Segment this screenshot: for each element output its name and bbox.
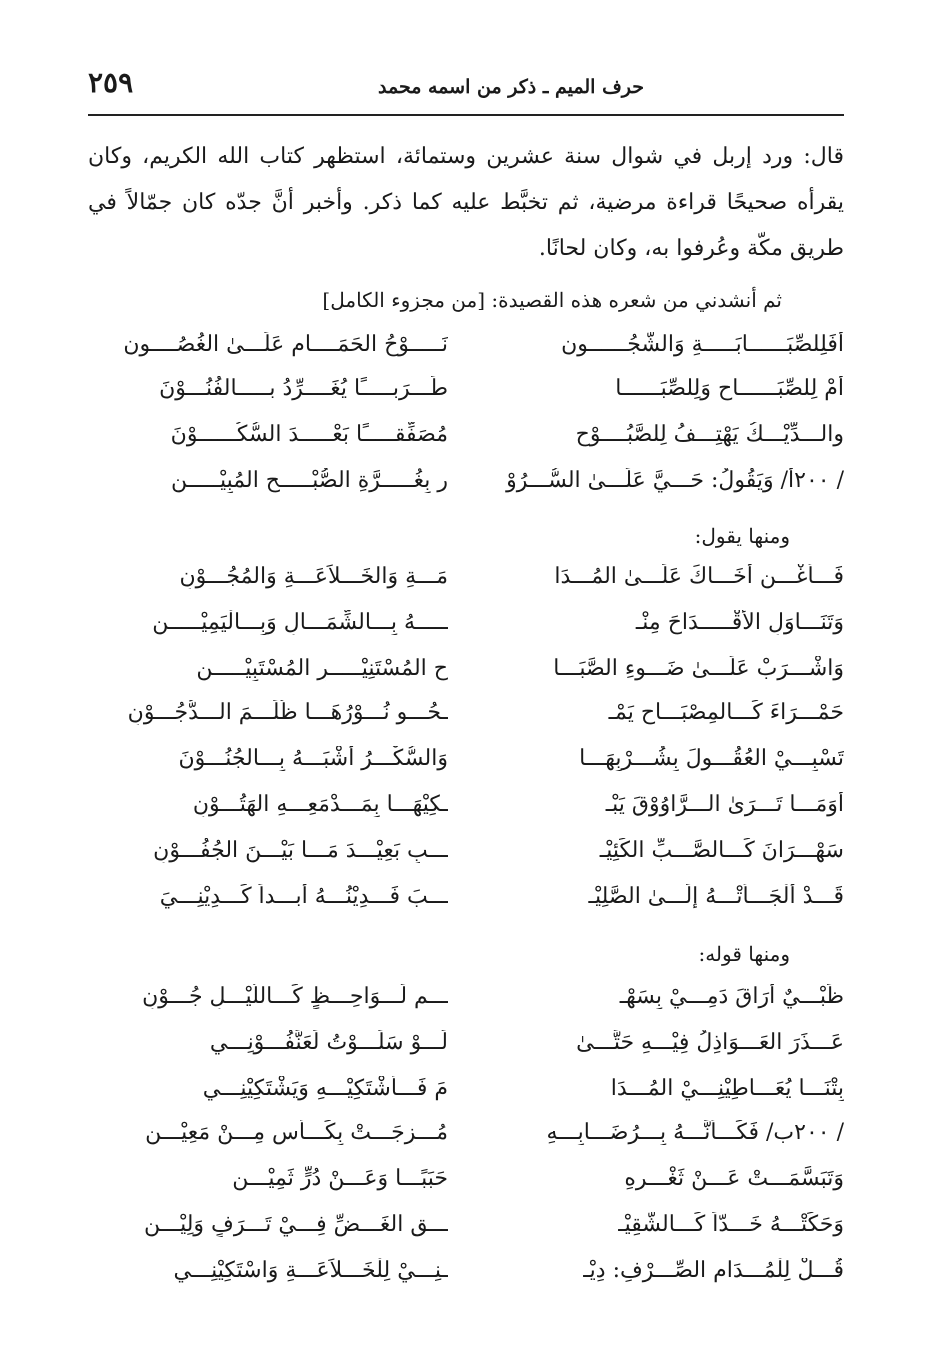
prose-paragraph: قال: ورد إربل في شوال سنة عشرين وستمائة، استظهر كتاب الله الكريم، وكان يقرأه صحيحًا قراءة مرضية، ثم تخبَّط عليه كما ذكر. وأخبر أنَّ جدّه كان جمّالاً في طريق مكّة وعُرفوا به، وكان لحانًا. xyxy=(88,144,844,261)
verse-row xyxy=(88,610,844,650)
poem-intro: ومنها يقول: xyxy=(694,524,790,548)
verse-second-hemistich: لَـــوْ سَلَـــوْتُ لَعَنَّفُـــوْنِـــي xyxy=(209,1030,448,1055)
running-header xyxy=(88,62,844,108)
verse-first-hemistich: قُـــلْ لِلْمُـــدَامِ الصِّـــرْفِ: دِيْـ xyxy=(583,1258,844,1283)
verse-second-hemistich: مُصَفِّقـــــًا بَعْـــــدَ السُّكُــــــوْنَ xyxy=(170,422,448,447)
verse-second-hemistich: مَ فَـــأَشْتَكِيْـــهِ وَيَشْتَكِيْنِـــي xyxy=(202,1076,448,1101)
verse-row xyxy=(88,884,844,924)
verse-first-hemistich: وَاشْـــرَبْ عَلَـــىٰ ضَـــوءِ الصَّبَـــا xyxy=(553,656,844,681)
verse-row xyxy=(88,656,844,696)
verse-row xyxy=(88,376,844,416)
verse-first-hemistich: فَـــأَغْـــنِ أَخَـــاكَ عَلَـــىٰ المُـــدَا xyxy=(554,564,844,589)
verse-second-hemistich: ـــبَ فَـــدِيْنُـــهُ أَبـــداً كَـــدِيْنِـــيَ xyxy=(159,884,448,909)
verse-row xyxy=(88,422,844,462)
verse-row xyxy=(88,1120,844,1160)
verse-second-hemistich: وَالسُّكْـــرُ أَشْبَـــهُ بِـــالجُنُـــوْنَ xyxy=(178,746,448,771)
verse-first-hemistich: سَهْـــرَانَ كَـــالصَّـــبِّ الكَئِيْـ xyxy=(599,838,844,863)
verse-second-hemistich: ـــمِ لَـــوَاحِـــظٍ كَـــاللَّيْـــلِ جُـــوْنِ xyxy=(142,984,448,1009)
verse-row xyxy=(88,1166,844,1206)
verse-second-hemistich: مُـــزِجَـــتْ بِكَـــأْسٍ مِـــنْ مَعِيْـــنِ xyxy=(145,1120,448,1145)
verse-second-hemistich: ـــــهُ بِـــالشِّمَـــالِ وَبِـــالْيَمِيْـــــنِ xyxy=(152,610,448,635)
poem-intro: ومنها قوله: xyxy=(698,942,790,966)
verse-first-hemistich: / ٢٠٠ب/ فَكَـــأَنَّـــهُ بِـــرُضَـــابِـــهِ xyxy=(546,1120,844,1145)
verse-first-hemistich: أَوَمَـــا تَـــرَىٰ الـــرَّاوُوْقَ يَبْـ xyxy=(605,792,844,817)
verse-first-hemistich: وَتَنَـــاوَلِ الأَقْـــــدَاحَ مِنْـ xyxy=(635,610,844,635)
verse-first-hemistich: / ٢٠٠أ/ وَيَقُولُ: حَـــيَّ عَلَـــىٰ السُّـــرُوْ xyxy=(506,468,844,493)
verse-row xyxy=(88,792,844,832)
verse-second-hemistich: حِ المُسْتَنِيْـــــرِ المُسْتَبِيْـــــنِ xyxy=(196,656,448,681)
verse-second-hemistich: نَـــــوْحُ الحَمَــــامِ عَلَـــىٰ الغُصُــــون xyxy=(123,332,448,357)
verse-first-hemistich: أفَلِلصِّبَــــــابَـــــةِ وَالشُّجُــــــون xyxy=(561,332,844,357)
verse-first-hemistich: وَحَكَتْـــهُ خَـــدّاً كَـــالشَّقِيْـ xyxy=(618,1212,844,1237)
verse-second-hemistich: ـكِيْهَـــا بِمَـــدْمَعِـــهِ الهَتُـــوْنِ xyxy=(192,792,448,817)
verse-row xyxy=(88,1030,844,1070)
verse-row xyxy=(88,1212,844,1252)
verse-row xyxy=(88,838,844,878)
verse-row xyxy=(88,1258,844,1298)
verse-row xyxy=(88,564,844,604)
verse-first-hemistich: قَـــدْ أَلْجَـــأَتْـــهُ إِلَـــىٰ الصَّلِيْـ xyxy=(588,884,844,909)
verse-first-hemistich: أمْ لِلصِّبَــــــاحِ وَلِلصِّبَــــــا xyxy=(615,376,844,401)
header-rule xyxy=(88,114,844,116)
verse-first-hemistich: عَـــذَرَ العَـــوَاذِلُ فِيْـــهِ حَتَّـــىٰ xyxy=(576,1030,844,1055)
verse-second-hemistich: مَـــةِ وَالخَـــلاَعَـــةِ وَالمُجُـــوْنِ xyxy=(179,564,448,589)
running-title: حرف الميم ـ ذكر من اسمه محمد xyxy=(377,76,644,98)
verse-row xyxy=(88,332,844,372)
verse-row xyxy=(88,746,844,786)
verse-row xyxy=(88,468,844,508)
verse-second-hemistich: ـحُـــو نُـــوْرُهَـــا ظُلَـــمَ الـــدُّجُـــوْنِ xyxy=(127,700,448,725)
verse-row xyxy=(88,700,844,740)
verse-second-hemistich: ـنِـــيْ لِلْخَـــلاَعَـــةِ وَاسْتَكِيْنِـــي xyxy=(173,1258,448,1283)
verse-first-hemistich: بِتْنَـــا يُعَـــاطِيْنِـــيْ المُـــدَا xyxy=(610,1076,844,1101)
page-number: ٢٥٩ xyxy=(88,66,134,99)
verse-second-hemistich: طَـــرَبـــــًا يُغَــــرِّدُ بـــــالفُنُـــوْنَ xyxy=(159,376,448,401)
verse-row xyxy=(88,984,844,1024)
verse-first-hemistich: حَمْـــرَاءَ كَـــالمِصْبَـــاحِ يَمْـ xyxy=(608,700,844,725)
verse-first-hemistich: وَتَبَسَّمَـــتْ عَـــنْ ثَغْـــرِهِ xyxy=(624,1166,844,1191)
verse-first-hemistich: ظَبْـــيٌ أَرَاقَ دَمِـــيْ بِسَهْـ xyxy=(619,984,844,1009)
verse-second-hemistich: حَبَبًـــا وَعَـــنْ دُرٍّ ثَمِيْـــنِ xyxy=(232,1166,448,1191)
verse-second-hemistich: رِ بِغُـــــرَّةِ الصُّبْـــــحِ المُبِيْـــــنِ xyxy=(171,468,448,493)
verse-second-hemistich: ـــبِ بَعِيْـــدَ مَـــا بَيْـــنَ الجُفُـــوْنِ xyxy=(153,838,448,863)
verse-first-hemistich: والـــدِّيْـــكُ يَهْتِـــفُ لِلصَّبُــــوْحِ xyxy=(575,422,844,447)
poem-intro: ثم أنشدني من شعره هذه القصيدة: [من مجزوء الكامل] xyxy=(322,288,782,312)
verse-first-hemistich: تَسْبِـــيْ العُقُـــولَ بِشُـــرْبِهَـــا xyxy=(579,746,844,771)
verse-row xyxy=(88,1076,844,1116)
verse-second-hemistich: ـــقِ الغَـــضِّ فِـــيْ تَـــرَفٍ وَلِيْـــنِ xyxy=(143,1212,448,1237)
